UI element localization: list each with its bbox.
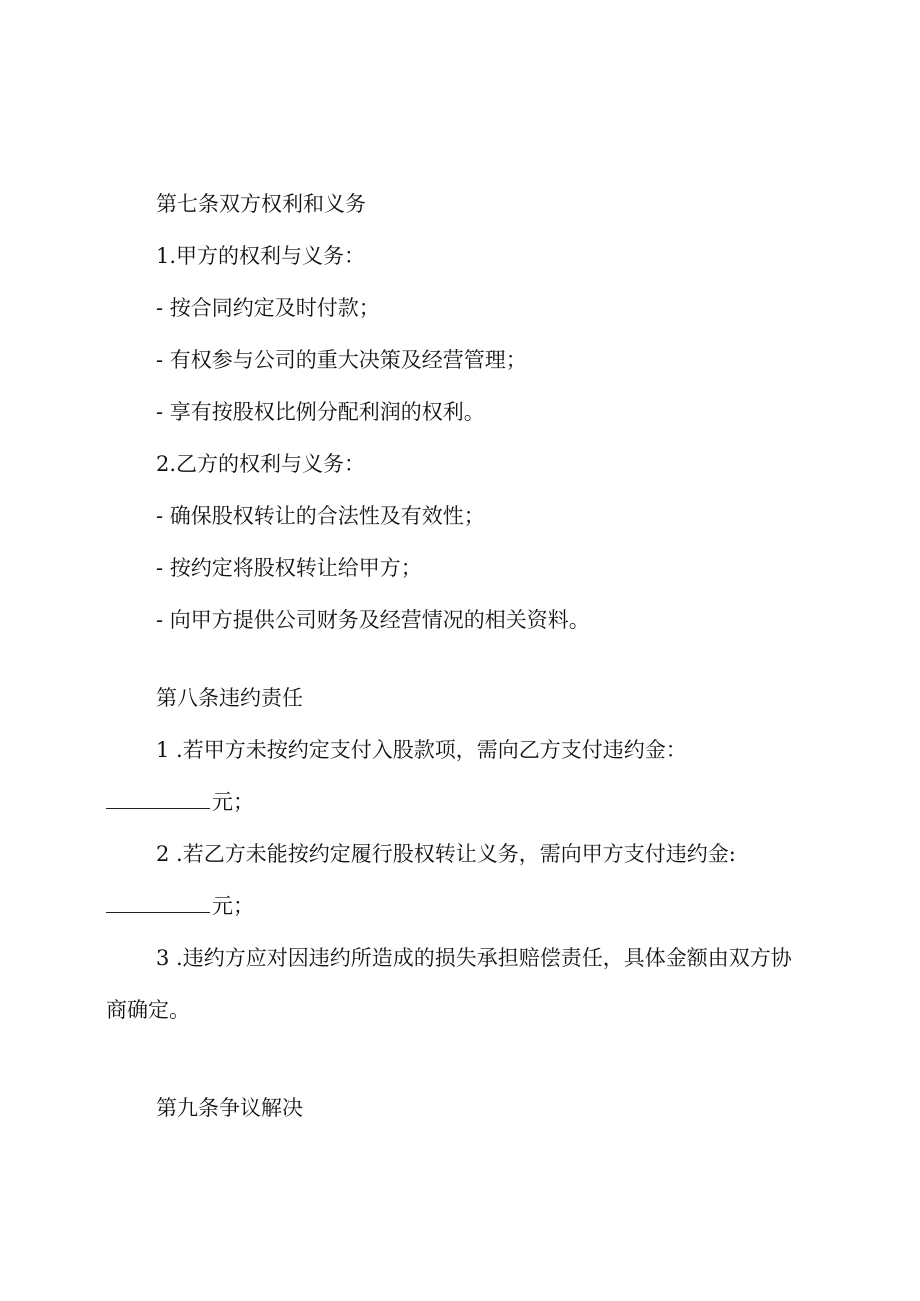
article8-clause-3: 3 .违约方应对因违约所造成的损失承担赔偿责任，具体金额由双方协: [156, 946, 792, 970]
amount-blank: [106, 790, 210, 809]
article8-clause-3-continued: 商确定。: [106, 998, 190, 1022]
party-b-item: - 按约定将股权转让给甲方；: [156, 556, 422, 580]
party-a-item: - 按合同约定及时付款；: [156, 296, 380, 320]
party-b-item: - 向甲方提供公司财务及经营情况的相关资料。: [156, 608, 590, 632]
clause-2-amount-line: [106, 892, 254, 920]
amount-blank: [106, 894, 210, 913]
article9-heading: 第九条争议解决: [156, 1096, 303, 1120]
article8-heading: 第八条违约责任: [156, 686, 303, 710]
party-a-item: - 有权参与公司的重大决策及经营管理；: [156, 348, 527, 372]
article7-heading: 第七条双方权利和义务: [156, 192, 366, 216]
party-b-item: - 确保股权转让的合法性及有效性；: [156, 504, 485, 528]
article8-clause-1: 1 .若甲方未按约定支付入股款项，需向乙方支付违约金：: [156, 738, 687, 762]
currency-unit: 元；: [212, 894, 254, 918]
currency-unit: 元；: [212, 790, 254, 814]
party-a-item: - 享有按股权比例分配利润的权利。: [156, 400, 485, 424]
party-a-title: 1.甲方的权利与义务：: [156, 244, 366, 268]
clause-1-amount-line: [106, 788, 254, 816]
party-b-title: 2.乙方的权利与义务：: [156, 452, 366, 476]
article8-clause-2: 2 .若乙方未能按约定履行股权转让义务，需向甲方支付违约金:: [156, 842, 736, 866]
